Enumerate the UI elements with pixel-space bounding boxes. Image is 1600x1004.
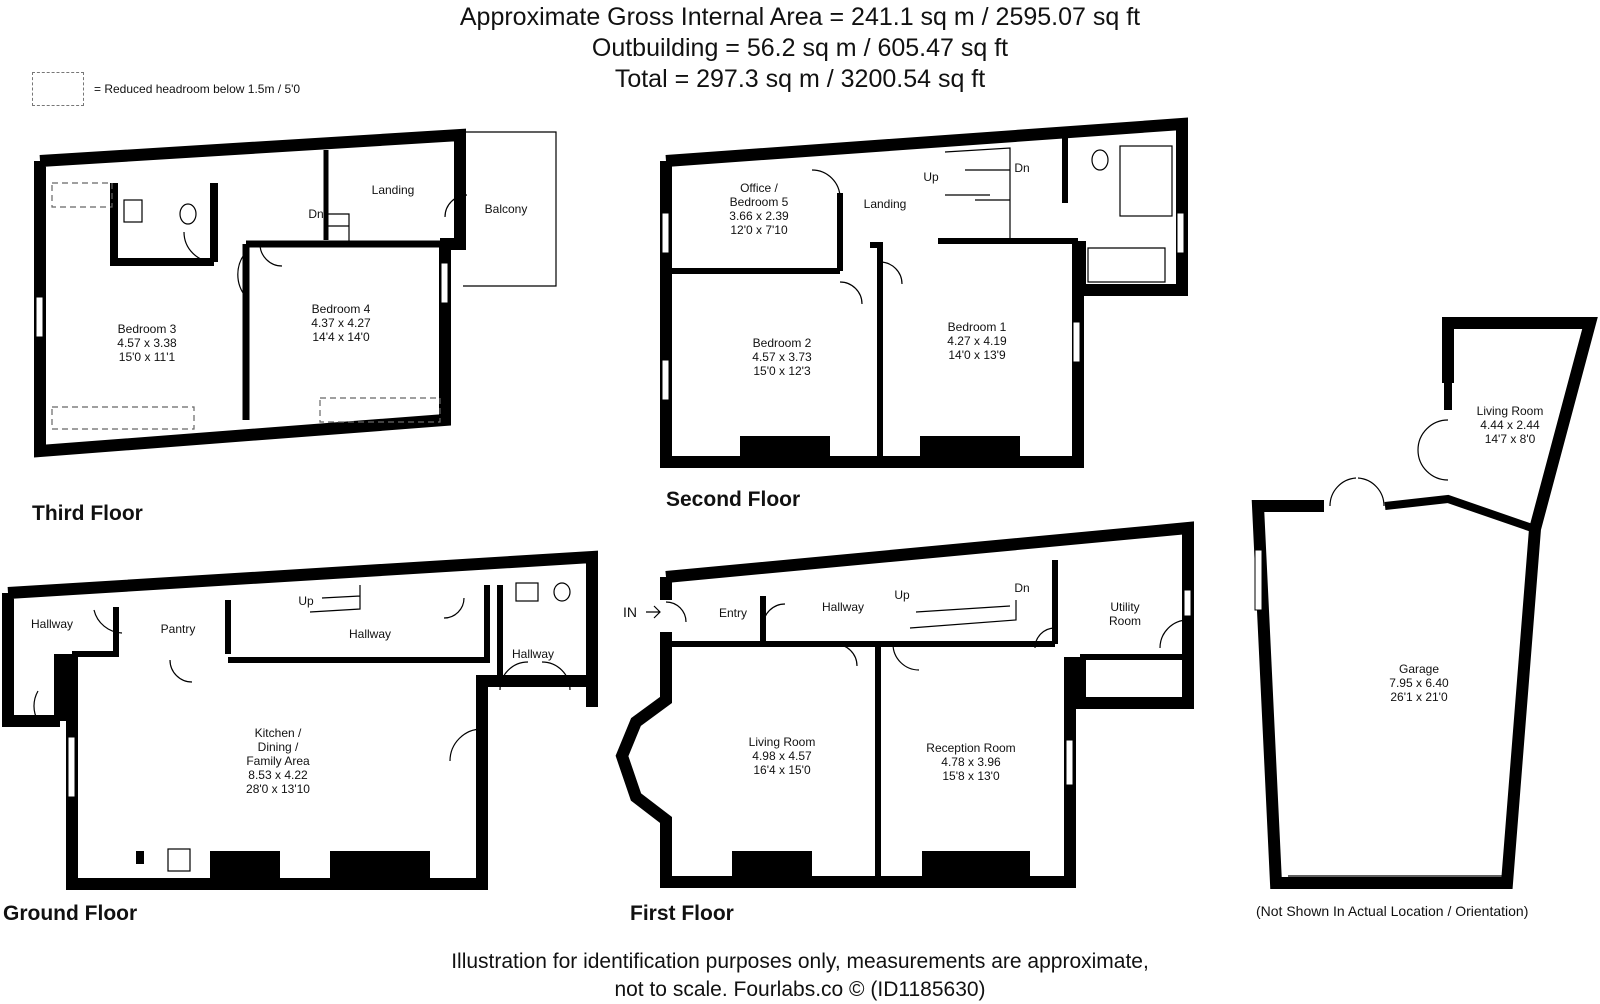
kitchen-name: Kitchen / <box>254 726 302 740</box>
bedroom2-imperial: 15'0 x 12'3 <box>753 364 811 378</box>
second-up-label: Up <box>923 170 939 184</box>
ground-hallway-mid: Hallway <box>348 627 392 641</box>
kitchen-name3: Family Area <box>246 754 310 768</box>
ground-hallway-left: Hallway <box>30 617 74 631</box>
bedroom3-imperial: 15'0 x 11'1 <box>118 350 176 364</box>
orientation-note: (Not Shown In Actual Location / Orientation) <box>1256 903 1529 919</box>
outbuilding-living-name: Living Room <box>1476 404 1544 418</box>
third-floor-plan <box>36 132 556 451</box>
bedroom4-name: Bedroom 4 <box>311 302 371 316</box>
bedroom2-name: Bedroom 2 <box>752 336 812 350</box>
living-metric: 4.98 x 4.57 <box>752 749 812 763</box>
first-floor-title: First Floor <box>630 902 734 925</box>
office-imperial: 12'0 x 7'10 <box>730 223 788 237</box>
living-imperial: 16'4 x 15'0 <box>753 763 811 777</box>
bedroom4-metric: 4.37 x 4.27 <box>311 316 371 330</box>
reception-imperial: 15'8 x 13'0 <box>942 769 1000 783</box>
footer-line1: Illustration for identification purposes only, measurements are approximate, <box>451 950 1149 973</box>
outbuilding-plan <box>1255 323 1590 883</box>
footer-disclaimer <box>0 948 1600 1004</box>
bedroom3-name: Bedroom 3 <box>117 322 177 336</box>
ground-floor-plan <box>8 557 592 884</box>
garage-imperial: 26'1 x 21'0 <box>1390 690 1448 704</box>
entry-in-label: IN <box>623 604 637 620</box>
bedroom1-imperial: 14'0 x 13'9 <box>948 348 1006 362</box>
footer-line2: not to scale. Fourlabs.co © (ID1185630) <box>614 978 986 1001</box>
first-hallway-label: Hallway <box>821 600 865 614</box>
kitchen-imperial: 28'0 x 13'10 <box>246 782 310 796</box>
first-floor-plan <box>622 528 1191 882</box>
entry-arrow-icon <box>646 606 660 618</box>
garage-metric: 7.95 x 6.40 <box>1389 676 1449 690</box>
first-dn-label: Dn <box>1014 581 1030 595</box>
kitchen-name2: Dining / <box>257 740 299 754</box>
reception-name: Reception Room <box>926 741 1016 755</box>
living-name: Living Room <box>748 735 816 749</box>
ground-up-label: Up <box>298 594 314 608</box>
second-floor-plan <box>662 124 1184 462</box>
utility-name: Utility <box>1110 600 1140 614</box>
bedroom2-metric: 4.57 x 3.73 <box>752 350 812 364</box>
ground-hallway-right: Hallway <box>511 647 555 661</box>
bedroom3-metric: 4.57 x 3.38 <box>117 336 177 350</box>
bedroom4-imperial: 14'4 x 14'0 <box>312 330 370 344</box>
kitchen-metric: 8.53 x 4.22 <box>248 768 308 782</box>
third-dn-label: Dn <box>308 207 324 221</box>
outbuilding-living-metric: 4.44 x 2.44 <box>1480 418 1540 432</box>
entry-label: Entry <box>718 606 748 620</box>
second-dn-label: Dn <box>1014 161 1030 175</box>
ground-floor-title: Ground Floor <box>3 902 138 925</box>
outbuilding-area: Outbuilding = 56.2 sq m / 605.47 sq ft <box>591 34 1009 62</box>
bedroom1-name: Bedroom 1 <box>947 320 1007 334</box>
reception-metric: 4.78 x 3.96 <box>941 755 1001 769</box>
second-landing-label: Landing <box>863 197 907 211</box>
pantry-label: Pantry <box>160 622 196 636</box>
third-floor-title: Third Floor <box>32 502 143 525</box>
garage-name: Garage <box>1398 662 1440 676</box>
bedroom1-metric: 4.27 x 4.19 <box>947 334 1007 348</box>
first-up-label: Up <box>894 588 910 602</box>
office-metric: 3.66 x 2.39 <box>729 209 789 223</box>
office-name2: Bedroom 5 <box>729 195 789 209</box>
outbuilding-living-imperial: 14'7 x 8'0 <box>1484 432 1536 446</box>
legend-text: = Reduced headroom below 1.5m / 5'0 <box>94 82 301 96</box>
third-landing-label: Landing <box>371 183 415 197</box>
third-balcony-label: Balcony <box>484 202 528 216</box>
second-floor-title: Second Floor <box>666 488 801 511</box>
total-area: Total = 297.3 sq m / 3200.54 sq ft <box>614 65 986 93</box>
utility-name2: Room <box>1108 614 1142 628</box>
office-name: Office / <box>740 181 778 195</box>
gross-internal-area: Approximate Gross Internal Area = 241.1 sq m / 2595.07 sq ft <box>459 3 1141 31</box>
